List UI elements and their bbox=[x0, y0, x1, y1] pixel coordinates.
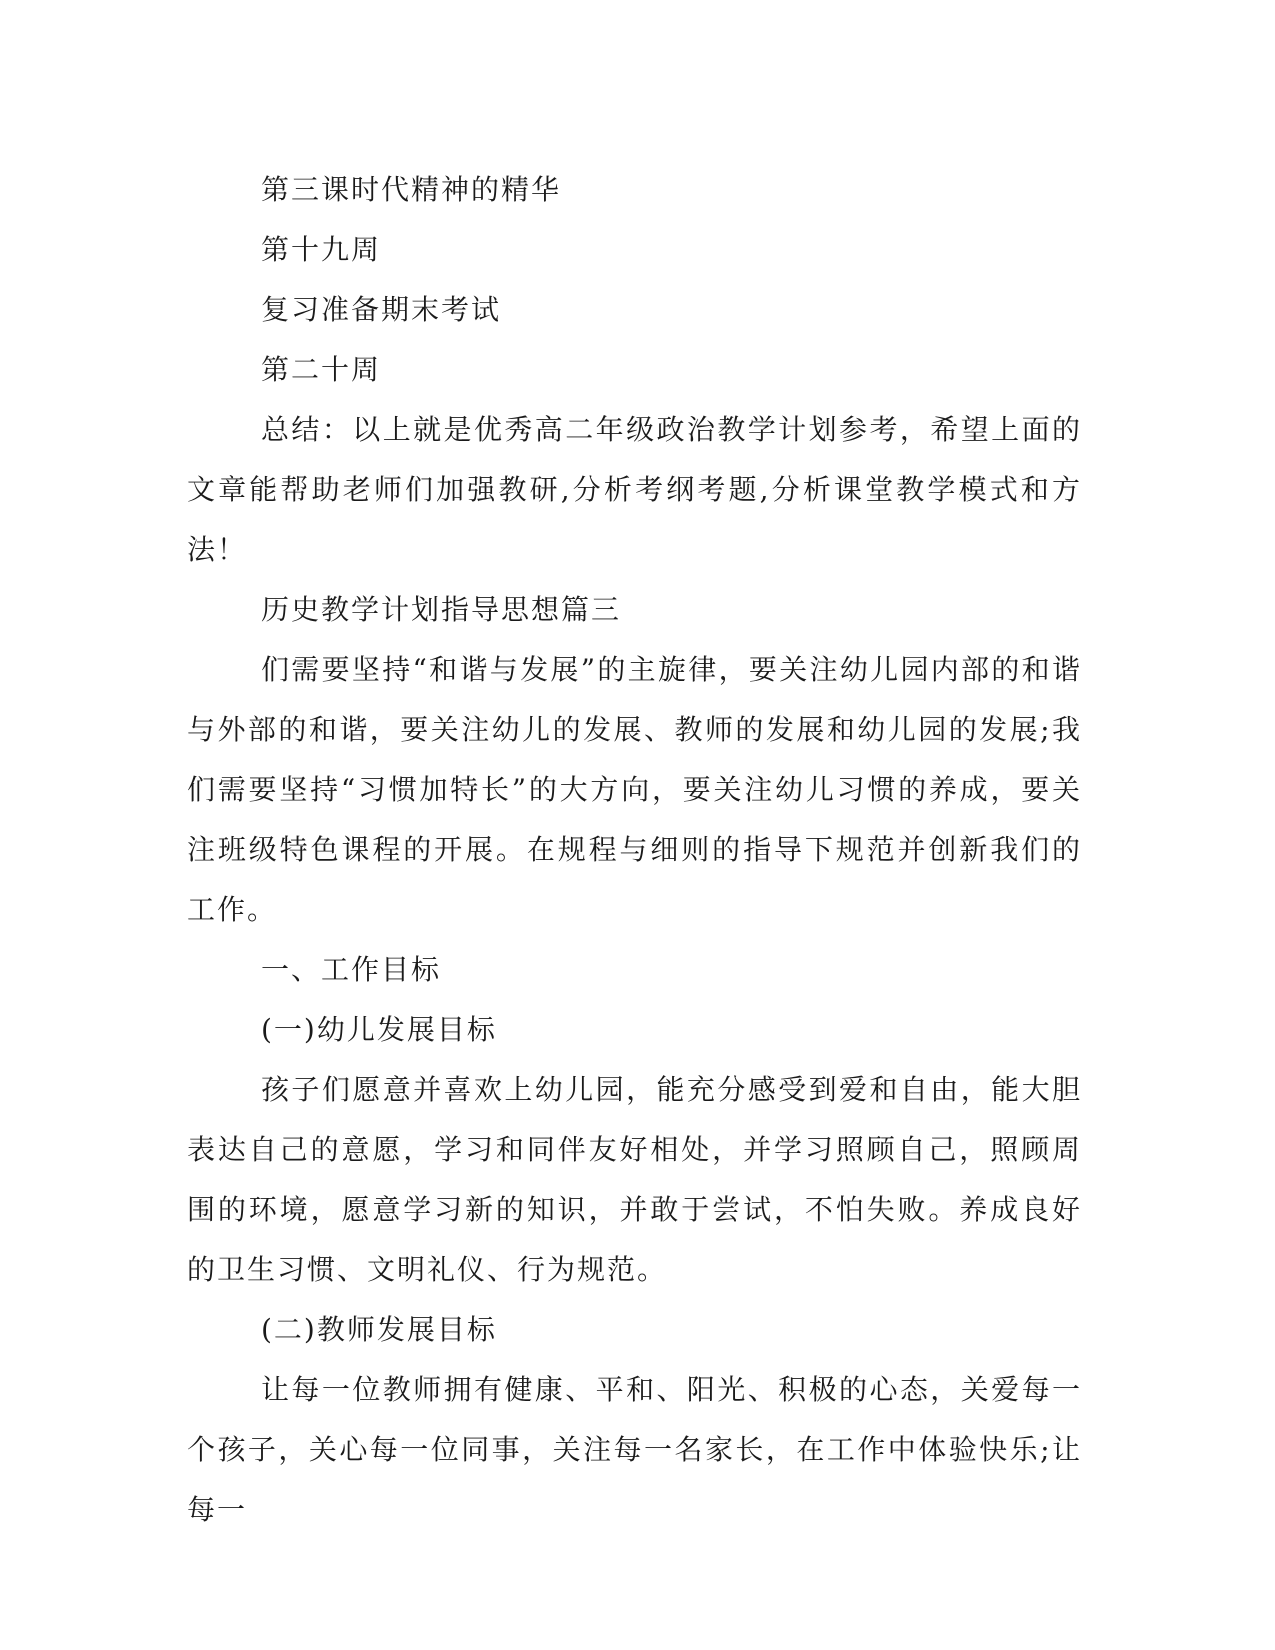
teacher-development-paragraph: 让每一位教师拥有健康、平和、阳光、积极的心态，关爱每一个孩子，关心每一位同事，关注每一名家长，在工作中体验快乐;让每一 bbox=[187, 1373, 1082, 1526]
teacher-development-heading: (二)教师发展目标 bbox=[261, 1313, 497, 1346]
summary-paragraph: 总结：以上就是优秀高二年级政治教学计划参考，希望上面的文章能帮助老师们加强教研,分析考纲考题,分析课堂教学模式和方法！ bbox=[187, 413, 1082, 566]
lesson-heading: 第三课时代精神的精华 bbox=[261, 173, 562, 206]
document-page bbox=[187, 160, 1082, 1540]
review-line: 复习准备期末考试 bbox=[261, 293, 502, 326]
child-development-paragraph: 孩子们愿意并喜欢上幼儿园，能充分感受到爱和自由，能大胆表达自己的意愿，学习和同伴友好相处，并学习照顾自己，照顾周围的环境，愿意学习新的知识，并敢于尝试，不怕失败。养成良好的卫生习惯、文明礼仪、行为规范。 bbox=[187, 1073, 1082, 1286]
child-development-heading: (一)幼儿发展目标 bbox=[261, 1013, 497, 1046]
section-title: 历史教学计划指导思想篇三 bbox=[261, 593, 622, 626]
work-goals-heading: 一、工作目标 bbox=[261, 953, 442, 986]
week-20-heading: 第二十周 bbox=[261, 353, 382, 386]
guiding-thought-paragraph: 们需要坚持“和谐与发展”的主旋律，要关注幼儿园内部的和谐与外部的和谐，要关注幼儿的发展、教师的发展和幼儿园的发展;我们需要坚持“习惯加特长”的大方向，要关注幼儿习惯的养成，要关注班级特色课程的开展。在规程与细则的指导下规范并创新我们的工作。 bbox=[187, 653, 1082, 926]
week-19-heading: 第十九周 bbox=[261, 233, 382, 266]
